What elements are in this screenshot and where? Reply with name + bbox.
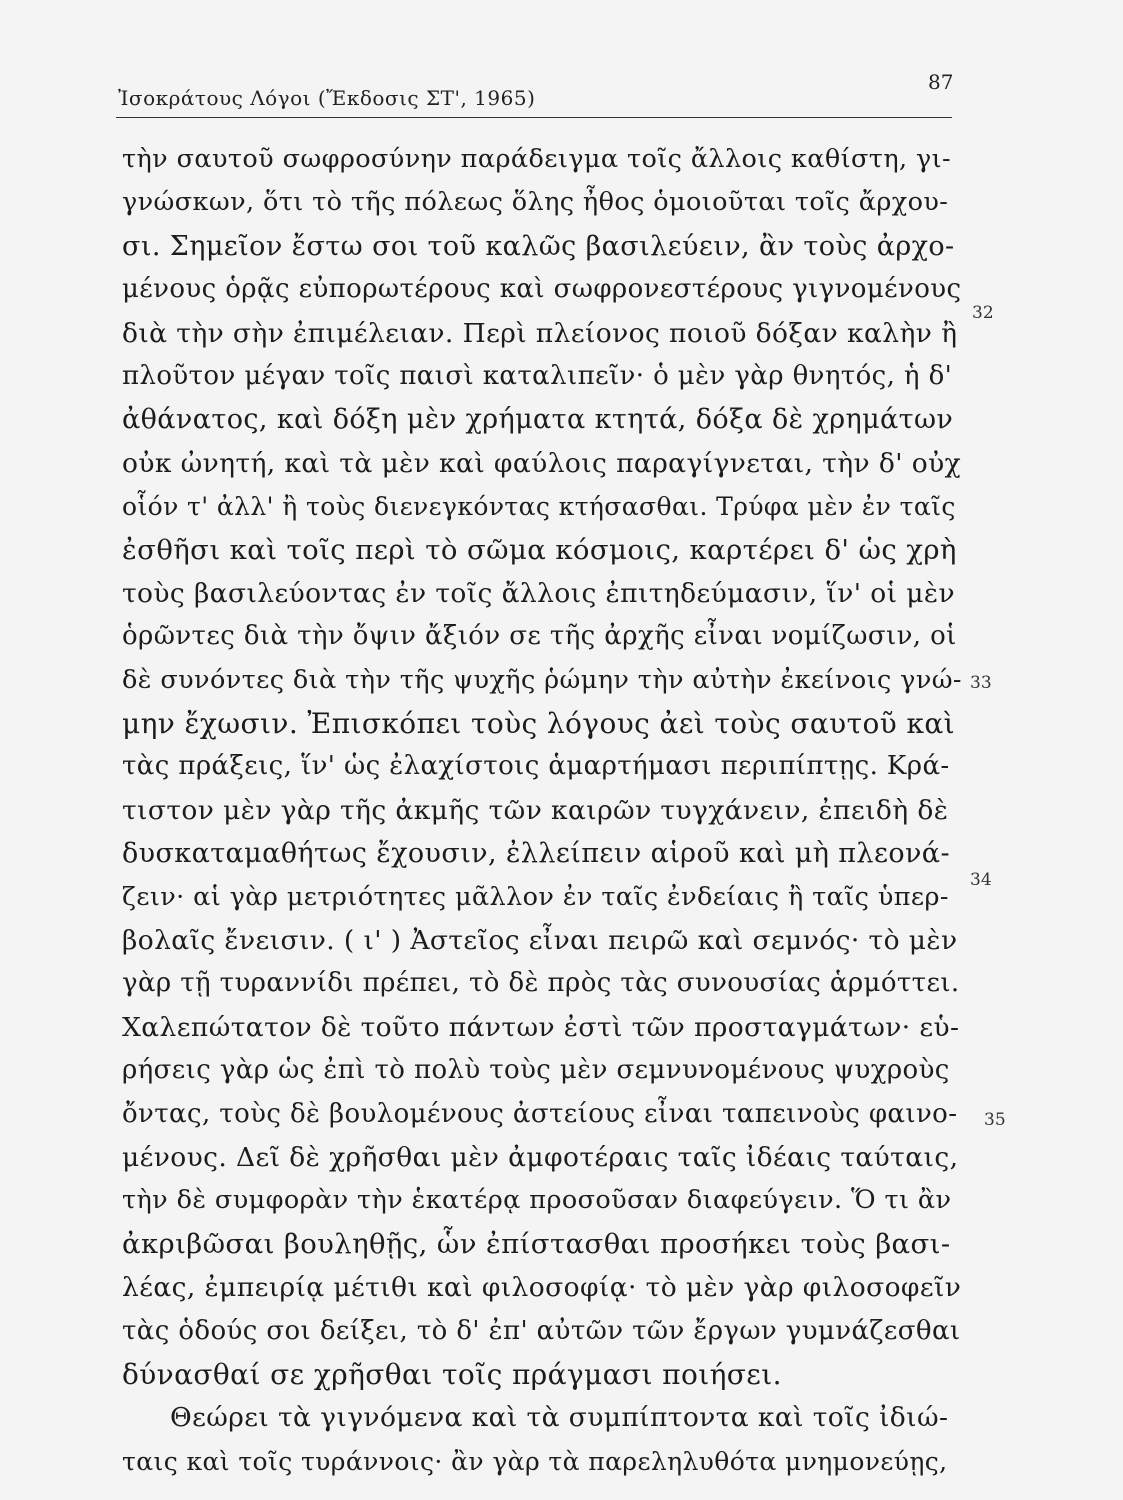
text-line: τὰς ὁδούς σοι δείξει, τὸ δ' ἐπ' αὐτῶν τῶν ἔργων γυμνάζεσθαι — [122, 1315, 961, 1346]
text-line: γνώσκων, ὅτι τὸ τῆς πόλεως ὅλης ἦθος ὁμοιοῦται τοῖς ἄρχου- — [122, 187, 949, 218]
text-line: δὲ συνόντες διὰ τὴν τῆς ψυχῆς ῥώμην τὴν αὐτὴν ἐκείνοις γνώ- — [122, 664, 962, 695]
text-line: ρήσεις γὰρ ὡς ἐπὶ τὸ πολὺ τοὺς μὲν σεμνυνομένους ψυχροὺς — [122, 1055, 950, 1086]
header-rule — [116, 117, 952, 118]
text-line: Χαλεπώτατον δὲ τοῦτο πάντων ἐστὶ τῶν προσταγμάτων· εὑ- — [122, 1011, 960, 1043]
text-line: ἐσθῆσι καὶ τοῖς περὶ τὸ σῶμα κόσμοις, καρτέρει δ' ὡς χρὴ — [122, 533, 957, 566]
text-line: τὴν σαυτοῦ σωφροσύνην παράδειγμα τοῖς ἄλλοις καθίστη, γι- — [122, 144, 952, 174]
text-line: οἷόν τ' ἀλλ' ἢ τοὺς διενεγκόντας κτήσασθαι. Τρύφα μὲν ἐν ταῖς — [122, 492, 956, 522]
text-line: μην ἔχωσιν. Ἐπισκόπει τοὺς λόγους ἀεὶ τοὺς σαυτοῦ καὶ — [122, 707, 956, 741]
section-number-32: 32 — [972, 303, 994, 323]
text-line: μένους ὁρᾷς εὐπορωτέρους καὶ σωφρονεστέρους γιγνομένους — [122, 274, 962, 305]
text-line: ζειν· αἱ γὰρ μετριότητες μᾶλλον ἐν ταῖς ἐνδείαις ἢ ταῖς ὑπερ- — [122, 881, 949, 912]
text-line: τὰς πράξεις, ἵν' ὡς ἐλαχίστοις ἁμαρτήμασι περιπίπτῃς. Κρά- — [122, 751, 950, 782]
text-line: τοὺς βασιλεύοντας ἐν τοῖς ἄλλοις ἐπιτηδεύμασιν, ἵν' οἱ μὲν — [122, 577, 955, 609]
text-line: ἀκριβῶσαι βουληθῇς, ὧν ἐπίστασθαι προσήκει τοὺς βασι- — [122, 1227, 951, 1260]
running-title: Ἰσοκράτους Λόγοι (Ἔκδοσις ΣΤ', 1965) — [118, 86, 536, 110]
section-number-34: 34 — [970, 870, 992, 890]
text-line: λέας, ἐμπειρίᾳ μέτιθι καὶ φιλοσοφίᾳ· τὸ μὲν γὰρ φιλοσοφεῖν — [122, 1272, 962, 1304]
text-line: τὴν δὲ συμφορὰν τὴν ἑκατέρᾳ προσοῦσαν διαφεύγειν. Ὅ τι ἂν — [122, 1185, 952, 1216]
section-number-33: 33 — [970, 673, 992, 693]
text-line: τιστον μὲν γὰρ τῆς ἀκμῆς τῶν καιρῶν τυγχάνειν, ἐπειδὴ δὲ — [122, 794, 949, 826]
text-line: δυσκαταμαθήτως ἔχουσιν, ἐλλείπειν αἱροῦ καὶ μὴ πλεονά- — [122, 838, 950, 870]
text-line: πλοῦτον μέγαν τοῖς παισὶ καταλιπεῖν· ὁ μὲν γὰρ θνητός, ἡ δ' — [122, 360, 953, 391]
text-line: ὁρῶντες διὰ τὴν ὄψιν ἄξιόν σε τῆς ἀρχῆς εἶναι νομίζωσιν, οἱ — [122, 621, 957, 652]
text-line: ταις καὶ τοῖς τυράννοις· ἂν γὰρ τὰ παρεληλυθότα μνημονεύῃς, — [122, 1446, 948, 1476]
text-line: δύνασθαί σε χρῆσθαι τοῖς πράγμασι ποιήσει. — [122, 1357, 782, 1391]
page-number: 87 — [928, 70, 954, 94]
paragraph-start-line: Θεώρει τὰ γιγνόμενα καὶ τὰ συμπίπτοντα καὶ τοῖς ἰδιώ- — [170, 1402, 949, 1434]
text-line: διὰ τὴν σὴν ἐπιμέλειαν. Περὶ πλείονος ποιοῦ δόξαν καλὴν ἢ — [122, 317, 958, 349]
text-line: γὰρ τῇ τυραννίδι πρέπει, τὸ δὲ πρὸς τὰς συνουσίας ἁρμόττει. — [122, 968, 960, 999]
main-text — [122, 138, 962, 1483]
text-line: μένους. Δεῖ δὲ χρῆσθαι μὲν ἀμφοτέραις ταῖς ἰδέαις ταύταις, — [122, 1141, 959, 1173]
section-number-35: 35 — [984, 1110, 1006, 1130]
text-line: σι. Σημεῖον ἔστω σοι τοῦ καλῶς βασιλεύειν, ἂν τοὺς ἀρχο- — [122, 230, 955, 262]
text-line: οὐκ ὠνητή, καὶ τὰ μὲν καὶ φαύλοις παραγίγνεται, τὴν δ' οὐχ — [122, 447, 962, 479]
text-line: ὄντας, τοὺς δὲ βουλομένους ἀστείους εἶναι ταπεινοὺς φαινο- — [122, 1098, 958, 1129]
text-line: ἀθάνατος, καὶ δόξη μὲν χρήματα κτητά, δόξα δὲ χρημάτων — [122, 404, 954, 436]
text-line: βολαῖς ἔνεισιν. ( ι' ) Ἀστεῖος εἶναι πειρῶ καὶ σεμνός· τὸ μὲν — [122, 925, 958, 957]
